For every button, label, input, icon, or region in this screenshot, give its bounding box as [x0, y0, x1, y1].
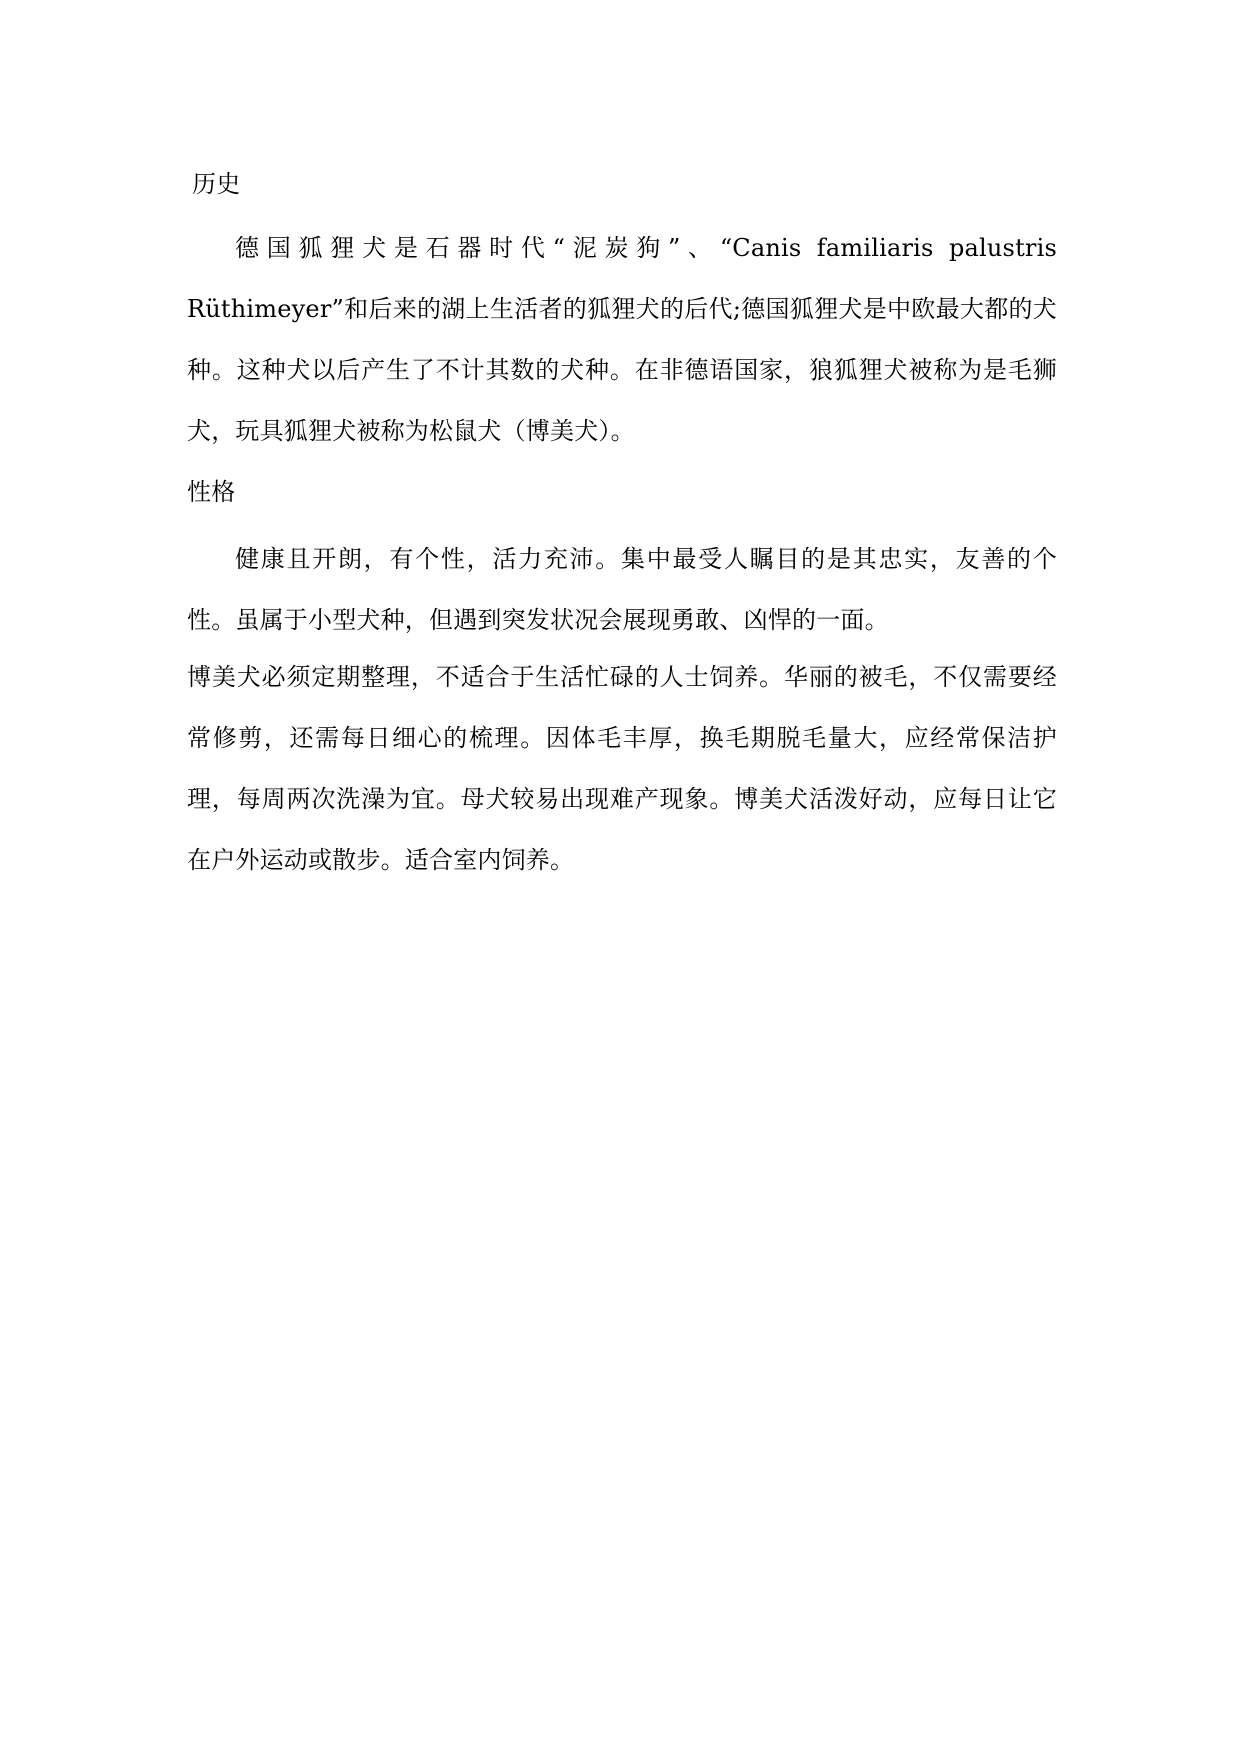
section-heading-history: 历史: [192, 170, 241, 198]
document-body: [187, 158, 1057, 891]
care-paragraph: 博美犬必须定期整理，不适合于生活忙碌的人士饲养。华丽的被毛，不仅需要经常修剪，还需每日细心的梳理。因体毛丰厚，换毛期脱毛量大，应经常保洁护理，每周两次洗澡为宜。母犬较易出现难产现象。博美犬活泼好动，应每日让它在户外运动或散步。适合室内饲养。: [187, 663, 1057, 874]
section-heading-temperament: 性格: [187, 478, 236, 506]
history-paragraph: 德国狐狸犬是石器时代“泥炭狗”、“Canis familiaris palustris Rüthimeyer”和后来的湖上生活者的狐狸犬的后代;德国狐狸犬是中欧最大都的犬种。这种犬以后产生了不计其数的犬种。在非德语国家，狼狐狸犬被称为是毛狮犬，玩具狐狸犬被称为松鼠犬（博美犬）。: [187, 234, 1057, 445]
temperament-paragraph: 健康且开朗，有个性，活力充沛。集中最受人瞩目的是其忠实，友善的个性。虽属于小型犬种，但遇到突发状况会展现勇敢、凶悍的一面。: [187, 545, 1057, 634]
